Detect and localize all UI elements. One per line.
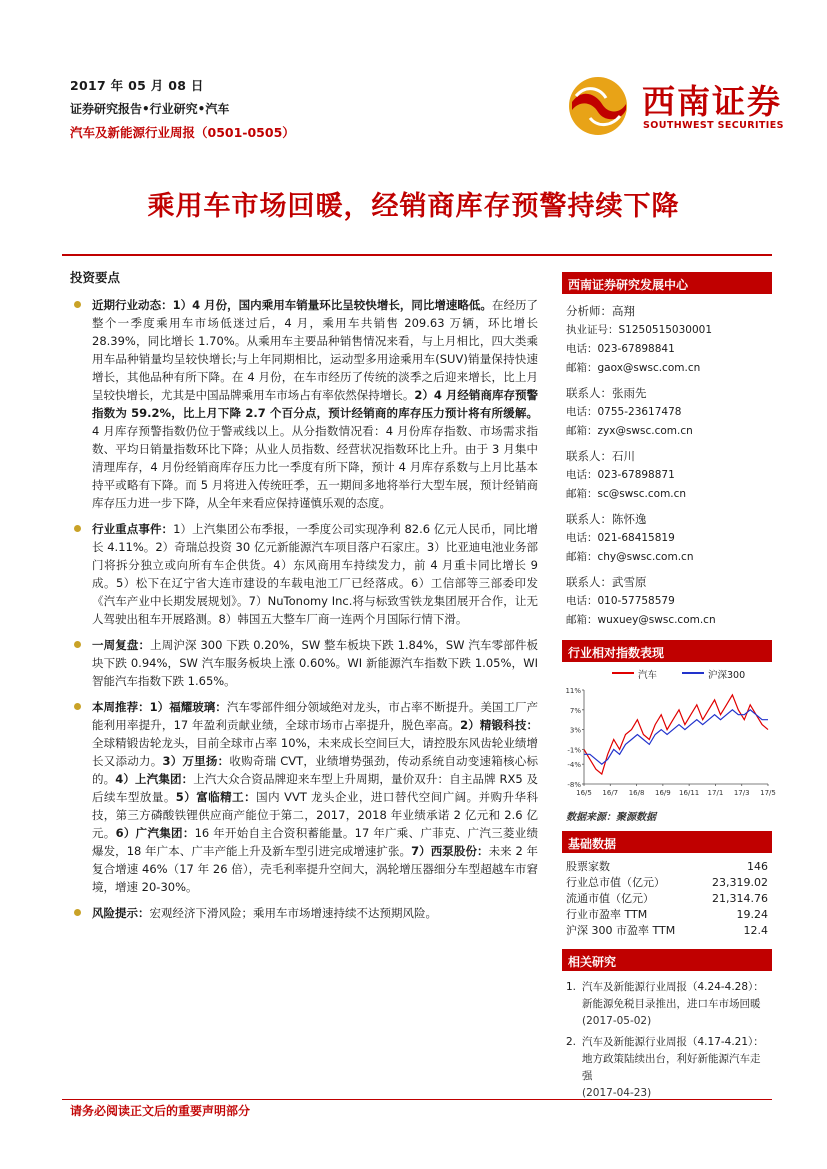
y-tick-label: -1% xyxy=(567,746,581,755)
stat-row xyxy=(566,875,768,891)
stock-text: 国内 VVT 龙头企业，进口替代空间广阔。并购升华科技，第三方磷酸铁锂供应商产能位于第二，2017，2018 年业绩承诺 2 亿元和 2.6 亿元。 xyxy=(92,790,538,840)
analyst-entry xyxy=(566,573,768,630)
stat-key: 行业总市值（亿元） xyxy=(566,876,665,889)
research-center-header: 西南证券研究发展中心 xyxy=(562,272,772,294)
point-weekly-review xyxy=(70,636,538,690)
analyst-name xyxy=(566,302,768,321)
point-heading: 风险提示： xyxy=(92,906,150,920)
chart-source: 数据来源：聚源数据 xyxy=(566,812,656,823)
point-heading: 本周推荐： xyxy=(92,700,150,714)
stat-key: 沪深 300 市盈率 TTM xyxy=(566,924,676,937)
x-tick-label: 16/11 xyxy=(679,789,700,797)
point-text: 在经历了整个一季度乘用车市场低迷过后，4 月，乘用车共销售 209.63 万辆，环比增长 28.39%，同比增长 1.70%。从乘用车主要品种销售情况来看，与上月相比，四大类乘用车品种销量均呈较快增长;与上年同期相比，运动型多用途乘用车(SUV)销量保持快速增长，其他品种有所下降。在 4 月份，在车市经历了传统的淡季之后迎来增长，比上月呈较快增长，尤其是中国品牌乘用车市场占有率依然保持增长。 xyxy=(92,298,538,402)
stat-row xyxy=(566,907,768,923)
related-title: 汽车及新能源行业周报（4.24-4.28）：新能源免税目录推出，进口车市场回暖 xyxy=(582,981,764,1010)
basic-data-section xyxy=(562,831,772,939)
analyst-role: 联系人： xyxy=(566,512,612,526)
analyst-name-text: 张雨先 xyxy=(612,386,647,400)
report-date: 2017 年 05 月 08 日 xyxy=(70,78,204,93)
analyst-role: 联系人： xyxy=(566,449,612,463)
x-tick-label: 17/5 xyxy=(760,789,776,797)
page-title: 乘用车市场回暖，经销商库存预警持续下降 xyxy=(147,191,680,222)
point-heading: 近期行业动态：1）4 月份，国内乘用车销量环比呈较快增长，同比增速略低。 xyxy=(92,298,492,312)
stock-name: 1）福耀玻璃： xyxy=(149,700,227,714)
bullet-icon xyxy=(74,525,81,532)
analyst-contact: 邮箱：zyx@swsc.com.cn xyxy=(566,425,693,437)
analyst-contact: 邮箱：wuxuey@swsc.com.cn xyxy=(566,614,716,626)
point-recommendations xyxy=(70,698,538,896)
legend-swatch-hs300 xyxy=(682,672,704,674)
stat-value: 23,319.02 xyxy=(712,876,768,889)
analyst-name xyxy=(566,573,768,592)
x-tick-label: 17/1 xyxy=(707,789,724,797)
stock-name: 2）精锻科技： xyxy=(460,718,538,732)
y-tick-label: 11% xyxy=(565,687,581,695)
analyst-contact: 执业证号：S1250515030001 xyxy=(566,324,713,336)
stat-value: 19.24 xyxy=(736,908,768,921)
logo-english-name: SOUTHWEST SECURITIES xyxy=(643,120,784,131)
related-date: (2017-05-02) xyxy=(582,1015,652,1027)
stock-text: 收购奇瑞 CVT，业绩增势强劲，传动系统自动变速箱核心标的。 xyxy=(92,754,538,786)
point-key-events xyxy=(70,520,538,628)
bullet-icon xyxy=(74,301,81,308)
chart-svg xyxy=(562,684,776,802)
stat-row xyxy=(566,923,768,939)
stat-value: 12.4 xyxy=(743,924,768,937)
footer-disclaimer: 请务必阅读正文后的重要声明部分 xyxy=(70,1104,251,1118)
analyst-entry xyxy=(566,447,768,504)
stock-name: 6）广汽集团： xyxy=(115,826,195,840)
chart-title: 行业相对指数表现 xyxy=(562,640,772,662)
related-date: (2017-04-23) xyxy=(582,1087,652,1099)
bullet-icon xyxy=(74,909,81,916)
analyst-name xyxy=(566,510,768,529)
y-tick-label: -4% xyxy=(567,761,581,770)
stock-name: 4）上汽集团： xyxy=(115,772,194,786)
related-item xyxy=(566,979,768,1030)
related-item xyxy=(566,1034,768,1102)
report-series: 汽车及新能源行业周报（0501-0505） xyxy=(70,125,295,140)
analyst-contact: 电话：0755-23617478 xyxy=(566,406,682,418)
point-heading: 一周复盘： xyxy=(92,638,151,652)
analyst-entry xyxy=(566,510,768,567)
logo-emblem-icon xyxy=(566,74,630,138)
legend-label-hs300: 沪深300 xyxy=(708,670,746,681)
logo-chinese-name: 西南证券 xyxy=(642,82,782,121)
stat-row xyxy=(566,859,768,875)
analyst-contact: 邮箱：sc@swsc.com.cn xyxy=(566,488,687,500)
section-label: 投资要点 xyxy=(70,270,121,285)
point-heading: 行业重点事件： xyxy=(92,522,174,536)
analyst-name-text: 武雪原 xyxy=(612,575,647,589)
bullet-icon xyxy=(74,641,81,648)
stock-name: 3）万里扬： xyxy=(162,754,230,768)
analyst-contact: 电话：023-67898841 xyxy=(566,343,675,355)
x-tick-label: 16/7 xyxy=(602,789,619,797)
stat-value: 146 xyxy=(747,860,768,873)
stat-key: 流通市值（亿元） xyxy=(566,892,654,905)
analyst-name xyxy=(566,447,768,466)
series-line-0 xyxy=(584,695,768,774)
sidebar xyxy=(562,272,776,1106)
bullet-icon xyxy=(74,703,81,710)
basic-data-header: 基础数据 xyxy=(562,831,772,853)
y-tick-label: -8% xyxy=(567,781,581,789)
point-bold-text: 2）4 月经销商库存预警指数为 59.2%，比上月下降 2.7 个百分点，预计经销商的库存压力预计将有所缓解。 xyxy=(92,388,538,420)
analyst-contact: 邮箱：chy@swsc.com.cn xyxy=(566,551,694,563)
x-tick-label: 16/5 xyxy=(576,789,592,797)
footer-divider xyxy=(62,1099,772,1100)
analyst-role: 联系人： xyxy=(566,575,612,589)
report-category: 证券研究报告•行业研究•汽车 xyxy=(70,102,230,116)
stat-key: 股票家数 xyxy=(566,860,610,873)
y-tick-label: 7% xyxy=(569,706,581,715)
analyst-contact: 电话：021-68415819 xyxy=(566,532,675,544)
stock-text: 16 年开始自主合资积蓄能量。17 年广乘、广菲克、广汽三菱业绩爆发，18 年广本、广丰产能上升及新车型引进完成增速扩张。 xyxy=(92,826,538,858)
stock-text: 上汽大众合资品牌迎来车型上升周期，量价双升：自主品牌 RX5 及后续车型放量。 xyxy=(92,772,538,804)
related-research-header: 相关研究 xyxy=(562,949,772,971)
stock-name: 7）西泵股份： xyxy=(411,844,489,858)
analyst-name-text: 陈怀逸 xyxy=(612,512,647,526)
stock-text: 未来 2 年复合增速 46%（17 年 26 倍），壳毛利率提升空间大，涡轮增压器细分车型超越车市窘境，增速 20-30%。 xyxy=(92,844,538,894)
analyst-entry xyxy=(566,384,768,441)
analyst-name-text: 石川 xyxy=(612,449,635,463)
related-title: 汽车及新能源行业周报（4.17-4.21）：地方政策陆续出台，利好新能源汽车走强 xyxy=(582,1036,764,1082)
header-divider xyxy=(62,254,772,256)
stock-text: 全球精锻齿轮龙头，目前全球市占率 10%，未来成长空间巨大，请控股东风齿轮业绩增长又添动力。 xyxy=(92,736,538,768)
stock-name: 5）富临精工： xyxy=(175,790,257,804)
point-text: 4 月库存预警指数仍位于警戒线以上。从分指数情况看：4 月份库存指数、市场需求指数、平均日销量指数环比下降；从业人员指数、经营状况指数环比上升。由于 3 月集中清理库存，4 月份经销商库存压力比一季度有所下降，预计 4 月库存系数与上月比基本持平或略有下降。而 5 月将进入传统旺季，五一期间多地将举行大型车展，预计经销商库存压力进一步下降，从全年来看应保持谨慎乐观的态度。 xyxy=(92,424,538,510)
investment-points xyxy=(70,268,538,930)
stat-value: 21,314.76 xyxy=(712,892,768,905)
x-tick-label: 16/8 xyxy=(628,789,645,797)
point-industry-dynamics xyxy=(70,296,538,512)
point-text: 宏观经济下滑风险；乘用车市场增速持续不达预期风险。 xyxy=(149,906,437,920)
analyst-role: 联系人： xyxy=(566,386,612,400)
legend-label-car: 汽车 xyxy=(638,670,658,681)
analyst-entry xyxy=(566,302,768,378)
analyst-contact: 电话：023-67898871 xyxy=(566,469,675,481)
series-line-1 xyxy=(584,710,768,764)
basic-data-table xyxy=(562,853,772,939)
analyst-name-text: 高翔 xyxy=(612,304,635,318)
company-logo xyxy=(566,74,796,138)
analyst-name xyxy=(566,384,768,403)
analyst-role: 分析师： xyxy=(566,304,612,318)
related-number: 2. xyxy=(566,1036,577,1048)
stock-text: 汽车零部件细分领域绝对龙头，市占率不断提升。美国工厂产能利用率提升，17 年盈利贡献业绩，全球市场市占率提升，脱色率高。 xyxy=(92,700,538,732)
analyst-list xyxy=(562,294,772,630)
x-tick-label: 16/9 xyxy=(654,789,671,797)
point-text: 1）上汽集团公布季报，一季度公司实现净利 82.6 亿元人民币，同比增长 4.11%。2）奇瑞总投资 30 亿元新能源汽车项目落户石家庄。3）比亚迪电池业务部门将拆分独立或向所有车企供货。4）东风商用车持续发力，前 4 月重卡同比增长 9 成。5）松下在辽宁省大连市建设的车载电池工厂已经落成。6）工信部等三部委印发《汽车产业中长期发展规划》。7）NuTonomy Inc.将与标致雪铁龙集团展开合作，让无人驾驶出租车开展路测。8）韩国五大整车厂商一连两个月国际行情下滑。 xyxy=(92,522,539,626)
analyst-contact: 电话：010-57758579 xyxy=(566,595,675,607)
report-header xyxy=(70,76,295,141)
stat-key: 行业市盈率 TTM xyxy=(566,908,648,921)
relative-index-chart xyxy=(562,640,776,823)
analyst-contact: 邮箱：gaox@swsc.com.cn xyxy=(566,362,701,374)
x-tick-label: 17/3 xyxy=(733,789,750,797)
chart-legend xyxy=(562,668,772,684)
point-text: 上周沪深 300 下跌 0.20%，SW 整车板块下跌 1.84%，SW 汽车零部件板块下跌 0.94%，SW 汽车服务板块上涨 0.60%。WI 新能源汽车指数下跌 1.05%，WI 智能汽车指数下跌 1.65%。 xyxy=(92,638,538,688)
y-tick-label: 3% xyxy=(569,726,581,735)
related-research-list xyxy=(562,971,772,1102)
related-research-section xyxy=(562,949,772,1102)
related-number: 1. xyxy=(566,981,577,993)
stat-row xyxy=(566,891,768,907)
point-risk xyxy=(70,904,538,922)
legend-swatch-car xyxy=(612,672,634,674)
